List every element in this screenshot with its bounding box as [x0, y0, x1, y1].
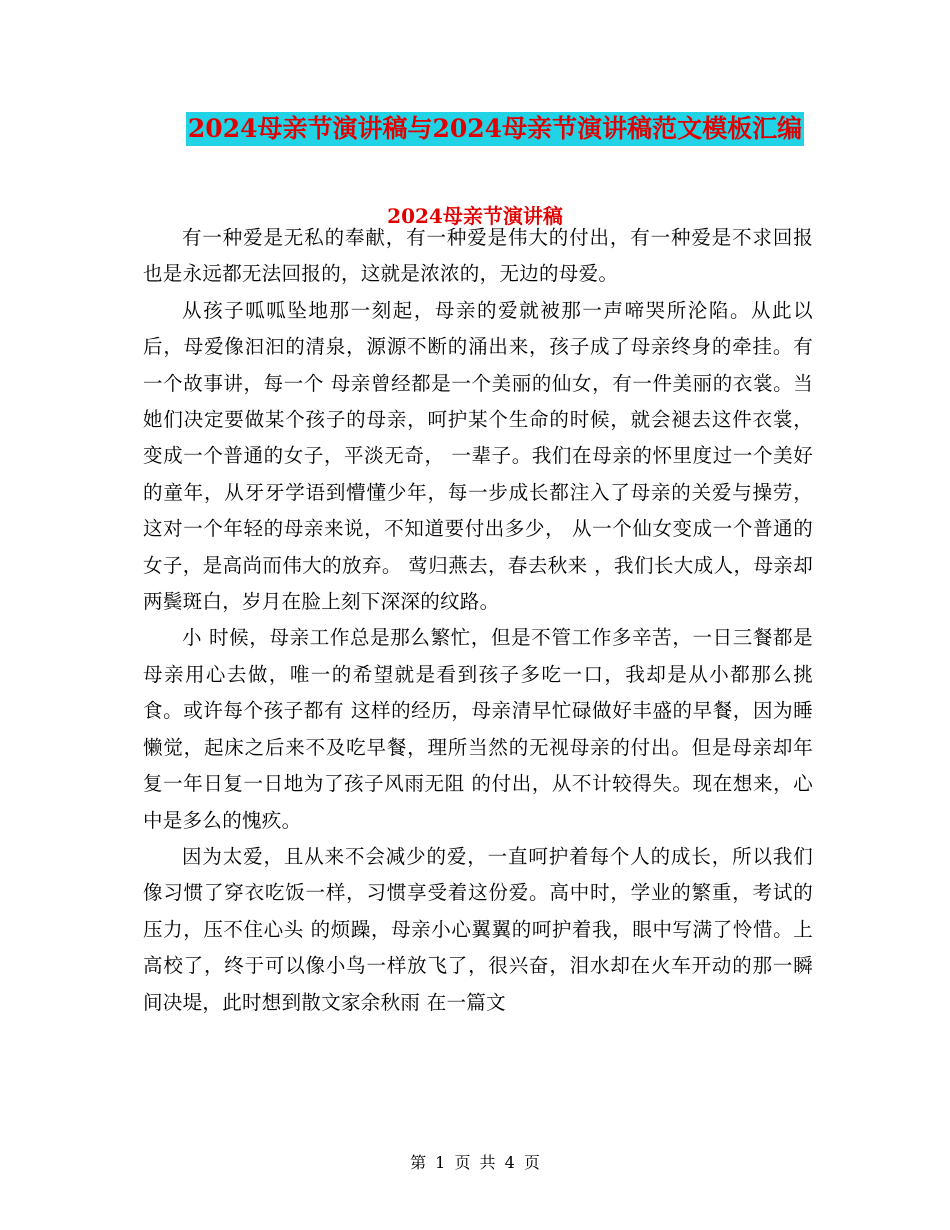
paragraph-4: 因为太爱，且从来不会减少的爱，一直呵护着每个人的成长，所以我们像习惯了穿衣吃饭一样，习惯享受着这份爱。高中时，学业的繁重，考试的压力，压不住心头 的烦躁，母亲小心翼翼的呵护着我，眼中写满了怜惜。上高校了，终于可以像小鸟一样放飞了，很兴奋，泪水却在火车开动的那一瞬间决堤，此时想到散文家余秋雨 在一篇文: [143, 844, 813, 1014]
paragraph-1: 有一种爱是无私的奉献，有一种爱是伟大的付出，有一种爱是不求回报也是永远都无法回报的，这就是浓浓的，无边的母爱。: [143, 226, 813, 286]
document-body: [143, 220, 813, 1021]
section-title: 2024母亲节演讲稿: [387, 204, 563, 228]
document-title: 2024母亲节演讲稿与2024母亲节演讲稿范文模板汇编: [186, 112, 804, 146]
document-title-container: [0, 112, 950, 146]
paragraph-3: 小 时候，母亲工作总是那么繁忙，但是不管工作多辛苦，一日三餐都是母亲用心去做，唯一的希望就是看到孩子多吃一口，我却是从小都那么挑食。或许每个孩子都有 这样的经历，母亲清早忙碌做好丰盛的早餐，因为睡懒觉，起床之后来不及吃早餐，理所当然的无视母亲的付出。但是母亲却年复一年日复一日地为了孩子风雨无阻 的付出，从不计较得失。现在想来，心中是多么的愧疚。: [143, 626, 813, 832]
page-footer: 第 1 页 共 4 页: [410, 1153, 540, 1172]
paragraph-2: 从孩子呱呱坠地那一刻起，母亲的爱就被那一声啼哭所沦陷。从此以后，母爱像汩汩的清泉，源源不断的涌出来，孩子成了母亲终身的牵挂。有一个故事讲，每一个 母亲曾经都是一个美丽的仙女，有一件美丽的衣裳。当她们决定要做某个孩子的母亲，呵护某个生命的时候，就会褪去这件衣裳，变成一个普通的女子，平淡无奇， 一辈子。我们在母亲的怀里度过一个美好的童年，从牙牙学语到懵懂少年，每一步成长都注入了母亲的关爱与操劳，这对一个年轻的母亲来说，不知道要付出多少， 从一个仙女变成一个普通的女子，是高尚而伟大的放弃。 莺归燕去，春去秋来 ，我们长大成人，母亲却两鬓斑白，岁月在脸上刻下深深的纹路。: [143, 298, 813, 614]
